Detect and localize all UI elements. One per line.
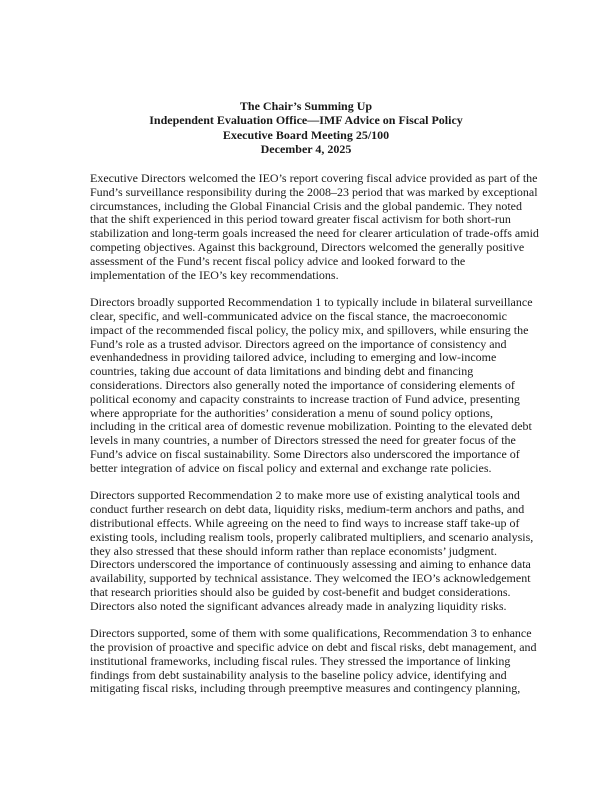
text-line: clear, specific, and well-communicated advice on the fiscal stance, the macroeconomic [90,308,507,323]
text-line: Fund’s surveillance responsibility during the 2008–23 period that was marked by exceptional [90,184,538,199]
text-line: countries, taking due account of data limitations and binding debt and financing [90,364,474,379]
paragraph-recommendation-3 [90,626,537,696]
text-line: stabilization and long-term goals increased the need for clearer articulation of trade-offs amid [90,226,539,241]
text-line: mitigating fiscal risks, including through preemptive measures and contingency planning, [90,681,521,696]
document-title: The Chair’s Summing Up [239,99,373,113]
paragraph-recommendation-2 [90,488,534,613]
text-line: Directors also noted the significant advances already made in analyzing liquidity risks. [90,598,507,613]
text-line: assessment of the Fund’s recent fiscal policy advice and looked forward to the [90,253,466,268]
paragraph-recommendation-1 [90,295,533,475]
text-line: circumstances, including the Global Financial Crisis and the global pandemic. They noted [90,198,523,213]
text-line: existing tools, including realism tools, properly calibrated multipliers, and scenario analysis, [90,529,534,544]
text-line: findings from debt sustainability analysis to the baseline policy advice, identifying and [90,667,507,682]
text-line: the provision of proactive and specific advice on debt and fiscal risks, debt management, and [90,640,537,655]
text-line: Executive Directors welcomed the IEO’s report covering fiscal advice provided as part of the [90,171,538,185]
text-line: including in the critical area of domestic revenue mobilization. Pointing to the elevated debt [90,419,532,434]
text-line: they also stressed that these should inform rather than replace economists’ judgment. [90,543,497,558]
text-line: where appropriate for the authorities’ consideration a menu of sound policy options, [90,405,493,420]
text-line: implementation of the IEO’s key recommendations. [90,267,339,282]
text-line: availability, supported by technical assistance. They welcomed the IEO’s acknowledgement [90,571,531,586]
text-line: impact of the recommended fiscal policy, the policy mix, and spillovers, while ensuring the [90,322,529,337]
meeting-date: December 4, 2025 [260,142,352,157]
paragraph-introduction [90,171,539,282]
text-line: Fund’s role as a trusted advisor. Directors agreed on the importance of consistency and [90,336,507,351]
text-line: evenhandedness in providing tailored advice, including to emerging and low-income [90,350,497,365]
text-line: considerations. Directors also generally noted the importance of considering elements of [90,377,515,392]
text-line: levels in many countries, a number of Directors stressed the need for greater focus of the [90,433,516,448]
text-line: competing objectives. Against this background, Directors welcomed the generally positive [90,239,525,254]
text-line: that research priorities should also be guided by cost-benefit and budget considerations. [90,584,511,599]
text-line: Fund’s advice on fiscal sustainability. Some Directors also underscored the importance of [90,446,520,461]
text-line: distributional effects. While agreeing on the need to find ways to increase staff take-up of [90,515,520,530]
text-line: political economy and capacity constraints to increase traction of Fund advice, presenting [90,391,520,406]
text-line: better integration of advice on fiscal policy and external and exchange rate policies. [90,460,492,475]
text-line: Directors underscored the importance of continuously assessing and aiming to enhance data [90,557,531,572]
document-body [90,171,539,710]
text-line: conduct further research on debt data, liquidity risks, medium-term anchors and paths, and [90,502,525,517]
document-subtitle: Independent Evaluation Office—IMF Advice on Fiscal Policy [149,113,463,128]
text-line: Directors supported, some of them with some qualifications, Recommendation 3 to enhance [90,626,532,641]
meeting-label: Executive Board Meeting 25/100 [222,127,390,142]
text-line: that the shift experienced in this period toward greater fiscal activism for both short-run [90,212,511,227]
text-line: institutional frameworks, including fiscal rules. They stressed the importance of linking [90,653,511,668]
document-header [0,99,612,157]
text-line: Directors broadly supported Recommendation 1 to typically include in bilateral surveillance [90,295,533,310]
text-line: Directors supported Recommendation 2 to make more use of existing analytical tools and [90,488,520,503]
